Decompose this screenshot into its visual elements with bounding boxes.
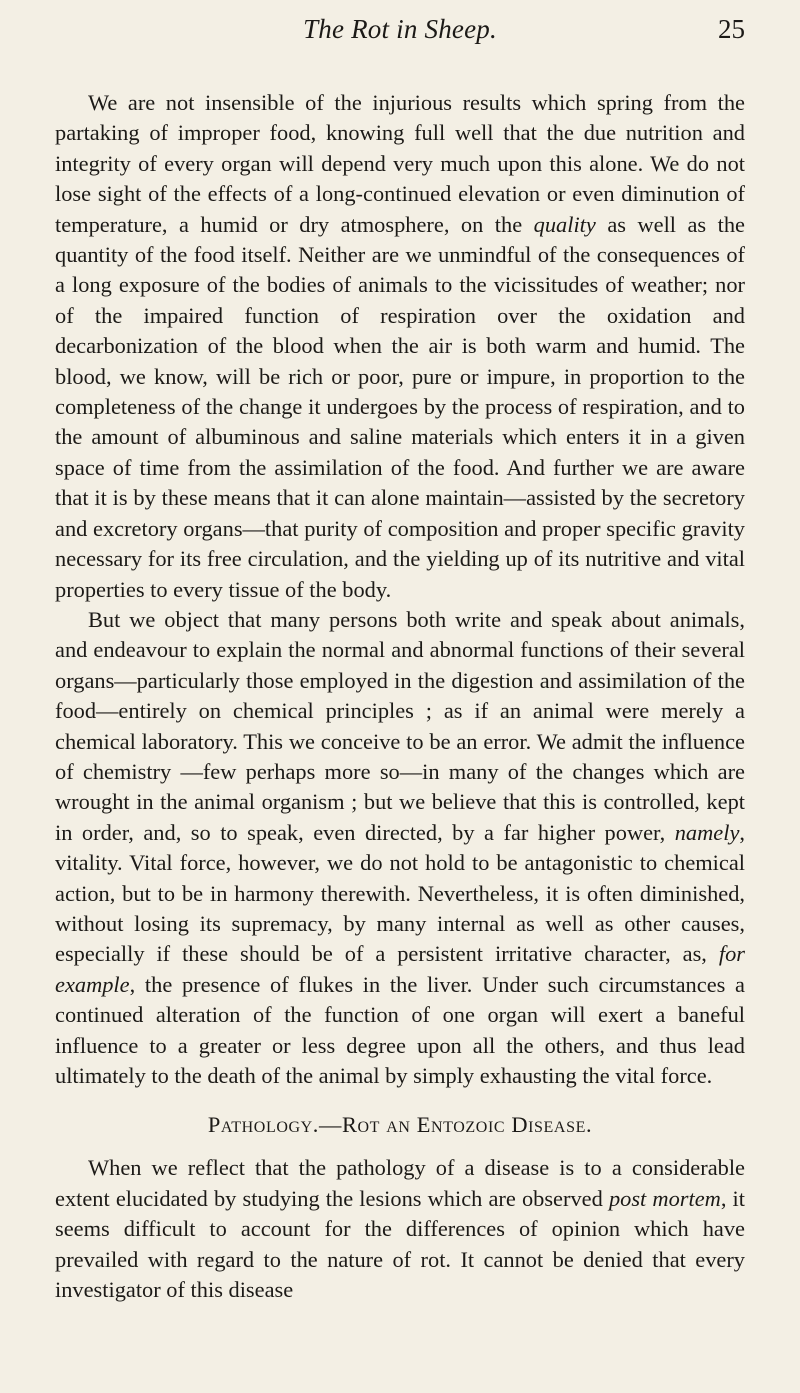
page-number: 25 (718, 14, 745, 44)
running-title: The Rot in Sheep. (303, 14, 497, 44)
text-run: When we reflect that the pathology of a disease is to a considerable extent elucidated by studying the lesions which are observed (55, 1155, 745, 1211)
paragraph-chemistry (55, 605, 745, 1092)
paragraph-nutrition (55, 88, 745, 605)
running-head (55, 0, 745, 60)
italic-namely: namely (674, 819, 740, 845)
section-heading: Pathology.—Rot an Entozoic Disease. (207, 1112, 593, 1138)
book-page (55, 0, 745, 1393)
text-run: as well as the quantity of the food itself. Neither are we unmindful of the consequences of a long exposure of the bodies of animals to the vicissitudes of weather; nor of the impaired function of respiration over the oxidation and decarbonization of the blood when the air is both warm and humid. The blood, we know, will be rich or poor, pure or impure, in proportion to the completeness of the change it undergoes by the process of respiration, and to the amount of albuminous and saline materials which enters it in a given space of time from the assimilation of the food. And further we are aware that it is by these means that it can alone maintain—assisted by the secretory and excretory organs—that purity of composition and proper specific gravity necessary for its free circulation, and the yielding up of its nutritive and vital properties to every tissue of the body. (55, 211, 745, 602)
italic-quality: quality (533, 211, 596, 237)
text-run: , vitality. Vital force, however, we do not hold to be antagonistic to chemical action, but to be in harmony therewith. Nevertheless, it is often diminished, without losing its supremacy, by many internal as well as other causes, especially if these should be of a persistent irritative character, as, (55, 819, 745, 967)
italic-for-example: for example (55, 941, 745, 997)
text-run: We are not insensible of the injurious results which spring from the partaking of improper food, knowing full well that the due nutrition and integrity of every organ will depend very much upon this alone. We do not lose sight of the effects of a long-continued elevation or even diminution of temperature, a humid or dry atmosphere, on the (55, 90, 745, 237)
body-text (55, 88, 745, 1305)
text-run: , it seems difficult to account for the differences of opinion which have prevailed with regard to the nature of rot. It cannot be denied that every investigator of this disease (55, 1185, 745, 1303)
text-run: But we object that many persons both write and speak about animals, and endeavour to explain the normal and abnormal functions of their several organs—particularly those employed in the digestion and assimilation of the food—entirely on chemical principles ; as if an animal were merely a chemical laboratory. This we conceive to be an error. We admit the influence of chemistry —few perhaps more so—in many of the changes which are wrought in the animal organism ; but we believe that this is controlled, kept in order, and, so to speak, even directed, by a far higher power, (55, 606, 745, 845)
text-run: , the presence of flukes in the liver. Under such circumstances a continued alteration of the function of one organ will exert a baneful influence to a greater or less degree upon all the others, and thus lead ultimately to the death of the animal by simply exhausting the vital force. (55, 971, 745, 1088)
paragraph-pathology (55, 1153, 745, 1305)
italic-post-mortem: post mortem (608, 1185, 721, 1211)
